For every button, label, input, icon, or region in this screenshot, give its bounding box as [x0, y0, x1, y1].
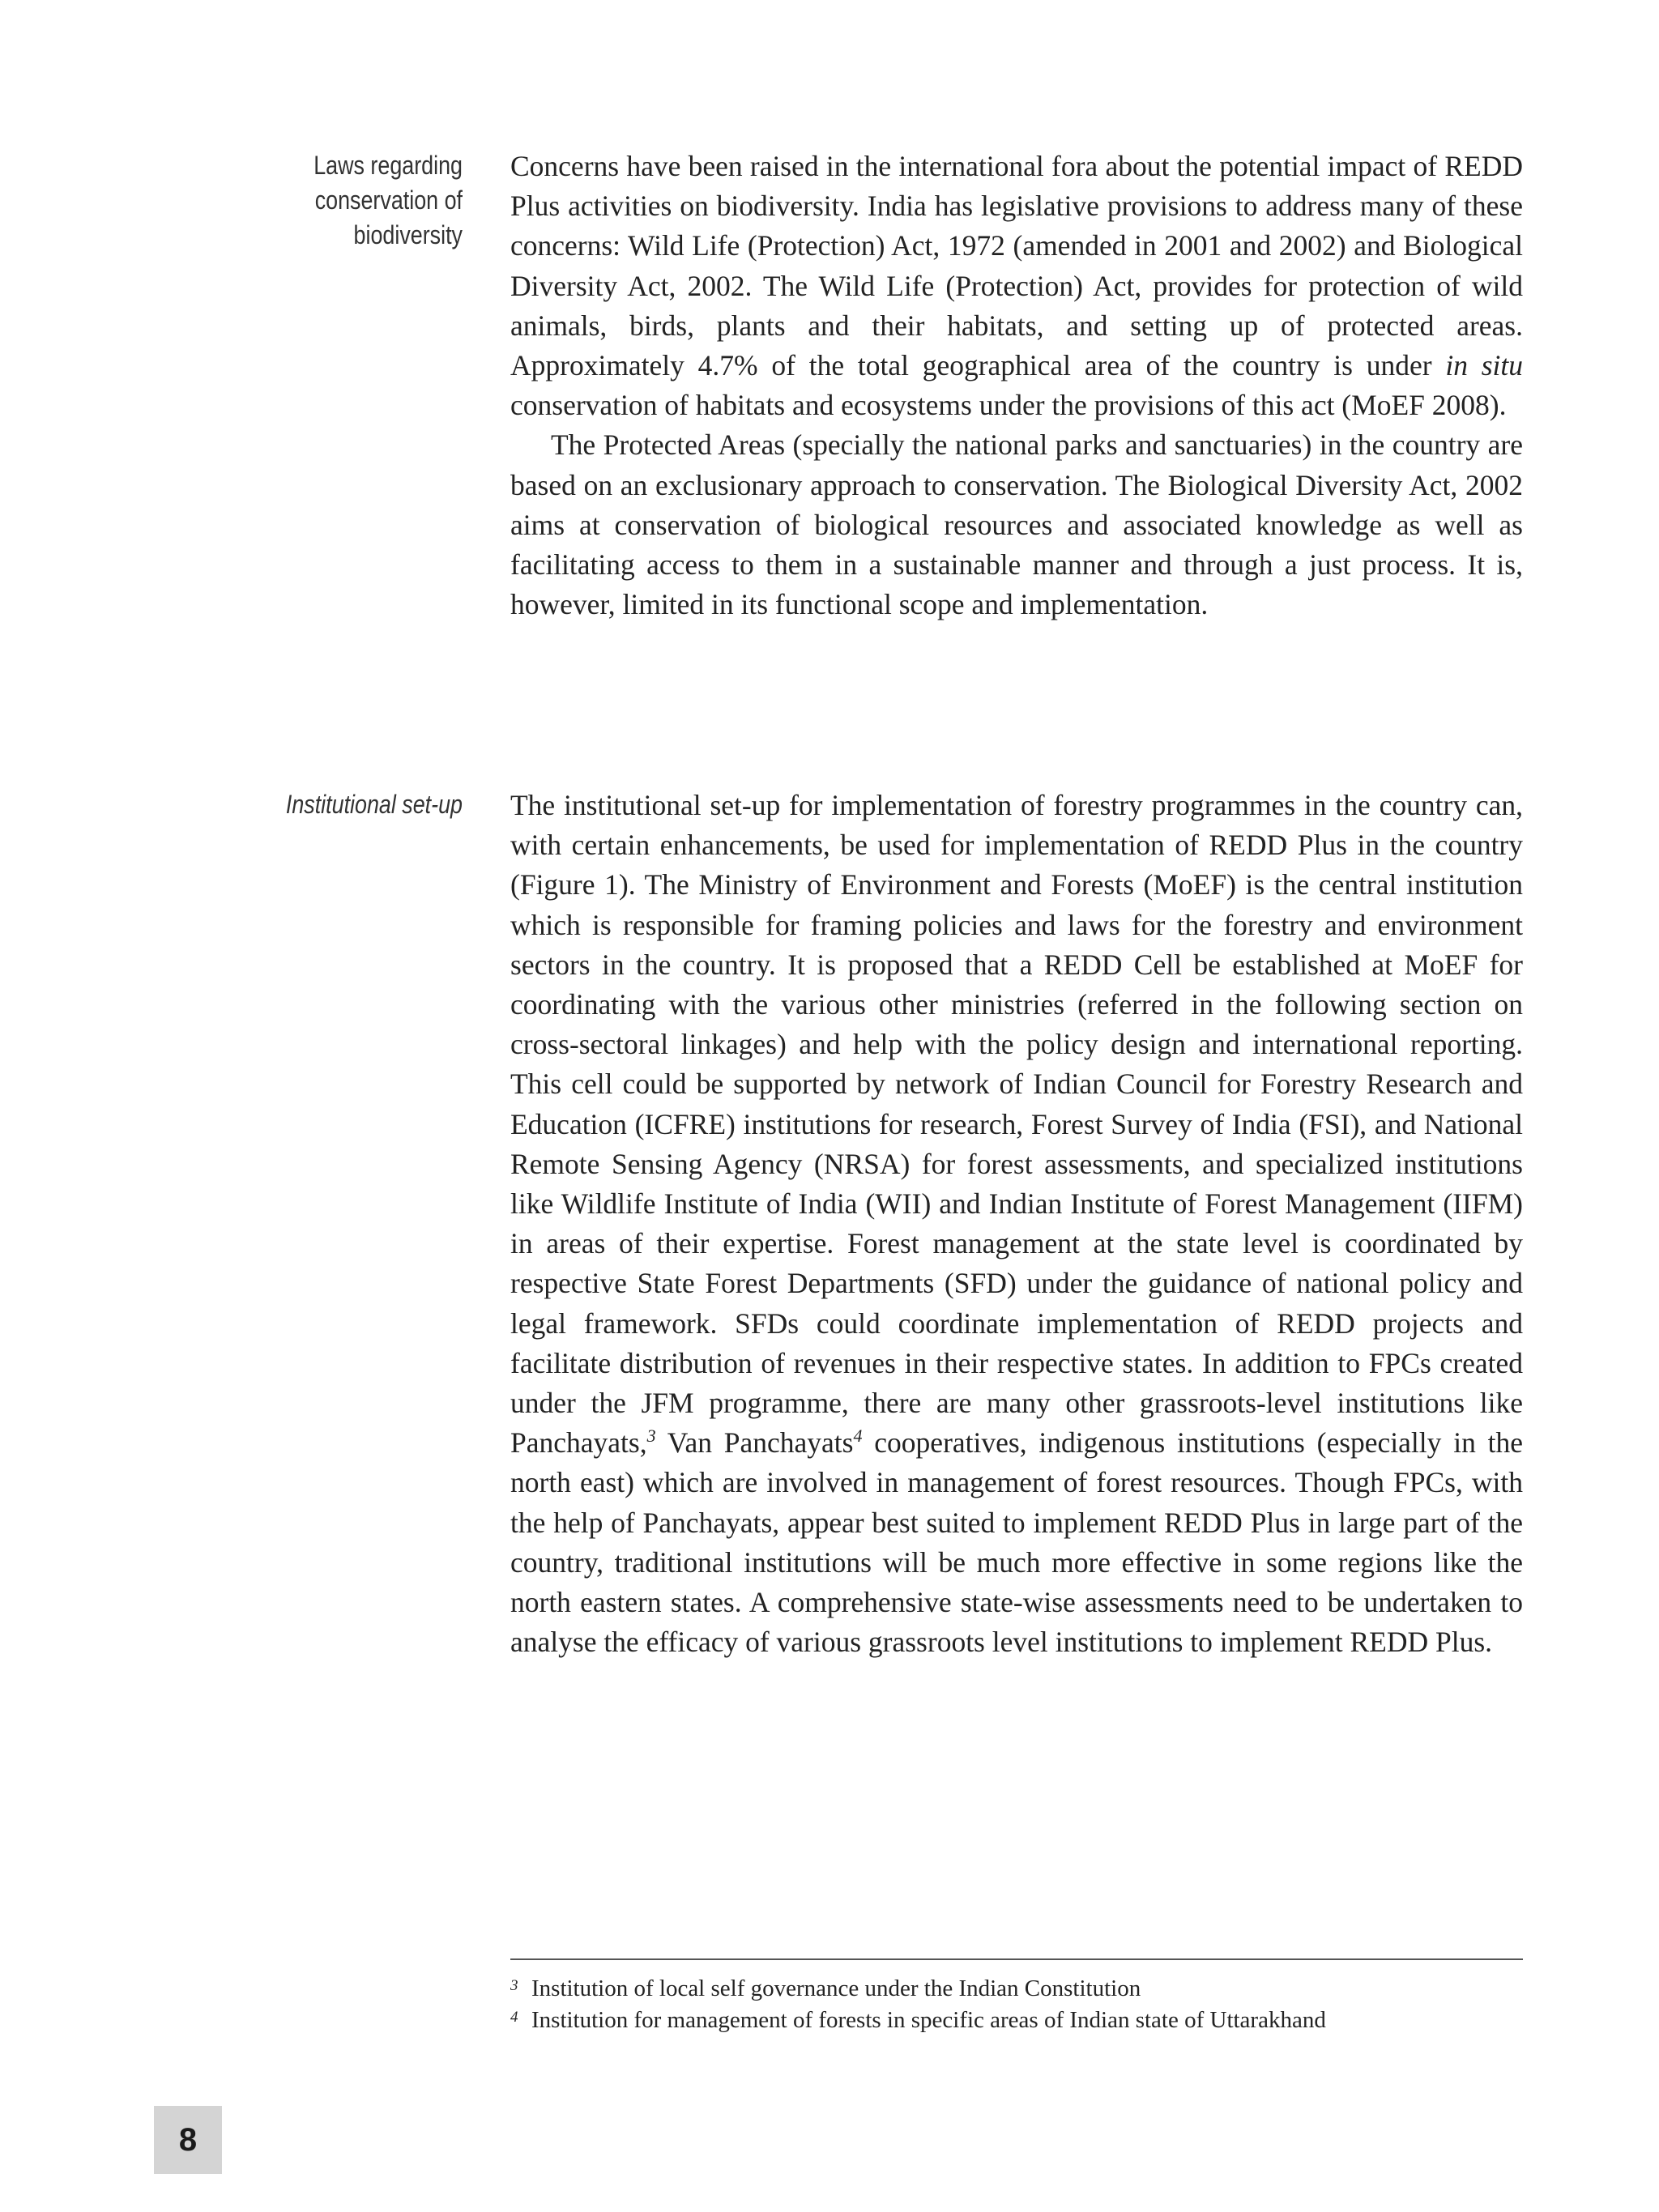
side-heading-line: Institutional set-up: [285, 790, 463, 819]
emphasis-in-situ: in situ: [1445, 349, 1524, 382]
text-run: cooperatives, indigenous institutions (especially in the north east) which are involved in management of forest resources. Though FPCs, with the help of Panchayats, appear best suited to implement REDD Plus in large part of the country, traditional institutions will be much more effective in some regions like the north eastern states. A comprehensive state-wise assessments need to be undertaken to analyse the efficacy of various grassroots level institutions to implement REDD Plus.: [510, 1426, 1524, 1659]
page-number: 8: [154, 2106, 222, 2174]
paragraph-institutional-setup: [510, 786, 1523, 1662]
section-laws-body: [510, 147, 1523, 624]
footnotes: [510, 1973, 1523, 2036]
footnote-mark: 4: [510, 2009, 518, 2026]
footnote-4: [510, 2005, 1523, 2036]
text-run: The institutional set-up for implementation of forestry programmes in the country can, with certain enhancements, be used for implementation of REDD Plus in the country (Figure 1). The Ministry of Environment and Forests (MoEF) is the central institution which is responsible for framing policies and laws for the forestry and environment sectors in the country. It is proposed that a REDD Cell be established at MoEF for coordinating with the various other ministries (referred in the following section on cross-sectoral linkages) and help with the policy design and international reporting. This cell could be supported by network of Indian Council for Forestry Research and Education (ICFRE) institutions for research, Forest Survey of India (FSI), and National Remote Sensing Agency (NRSA) for forest assessments, and specialized institutions like Wildlife Institute of India (WII) and Indian Institute of Forest Management (IIFM) in areas of their expertise. Forest management at the state level is coordinated by respective State Forest Departments (SFD) under the guidance of national policy and legal framework. SFDs could coordinate implementation of REDD projects and facilitate distribution of revenues in their respective states. In addition to FPCs created under the JFM programme, there are many other grassroots-level institutions like Panchayats,: [510, 789, 1523, 1460]
section-institutional-body: [510, 786, 1523, 1662]
side-heading-line: biodiversity: [353, 220, 463, 249]
footnote-text: Institution for management of forests in specific areas of Indian state of Uttarakhand: [531, 2007, 1326, 2033]
footnote-ref-4[interactable]: 4: [853, 1426, 863, 1447]
side-heading-institutional: [245, 787, 463, 822]
footnote-mark: 3: [510, 1977, 518, 1994]
footnote-divider: [510, 1958, 1523, 1960]
side-heading-laws: [245, 148, 463, 253]
text-run: Concerns have been raised in the international fora about the potential impact of REDD Plus activities on biodiversity. India has legislative provisions to address many of these concerns: Wild Life (Protection) Act, 1972 (amended in 2001 and 2002) and Biological Diversity Act, 2002. The Wild Life (Protection) Act, provides for protection of wild animals, birds, plants and their habitats, and setting up of protected areas. Approximately 4.7% of the total geographical area of the country is under: [510, 150, 1523, 382]
footnote-text: Institution of local self governance under the Indian Constitution: [531, 1975, 1141, 2001]
text-run: conservation of habitats and ecosystems under the provisions of this act (MoEF 2008).: [510, 389, 1507, 422]
side-heading-line: Laws regarding: [313, 151, 463, 180]
side-heading-line: conservation of: [314, 185, 463, 215]
footnote-ref-3[interactable]: 3: [646, 1426, 656, 1447]
paragraph-biodiversity-concerns: [510, 147, 1523, 425]
footnote-3: [510, 1973, 1523, 2005]
paragraph-protected-areas: The Protected Areas (specially the national parks and sanctuaries) in the country are based on an exclusionary approach to conservation. The Biological Diversity Act, 2002 aims at conservation of biological resources and associated knowledge as well as facilitating access to them in a sustainable manner and through a just process. It is, however, limited in its functional scope and implementation.: [510, 428, 1523, 621]
text-run: Van Panchayats: [655, 1426, 854, 1460]
